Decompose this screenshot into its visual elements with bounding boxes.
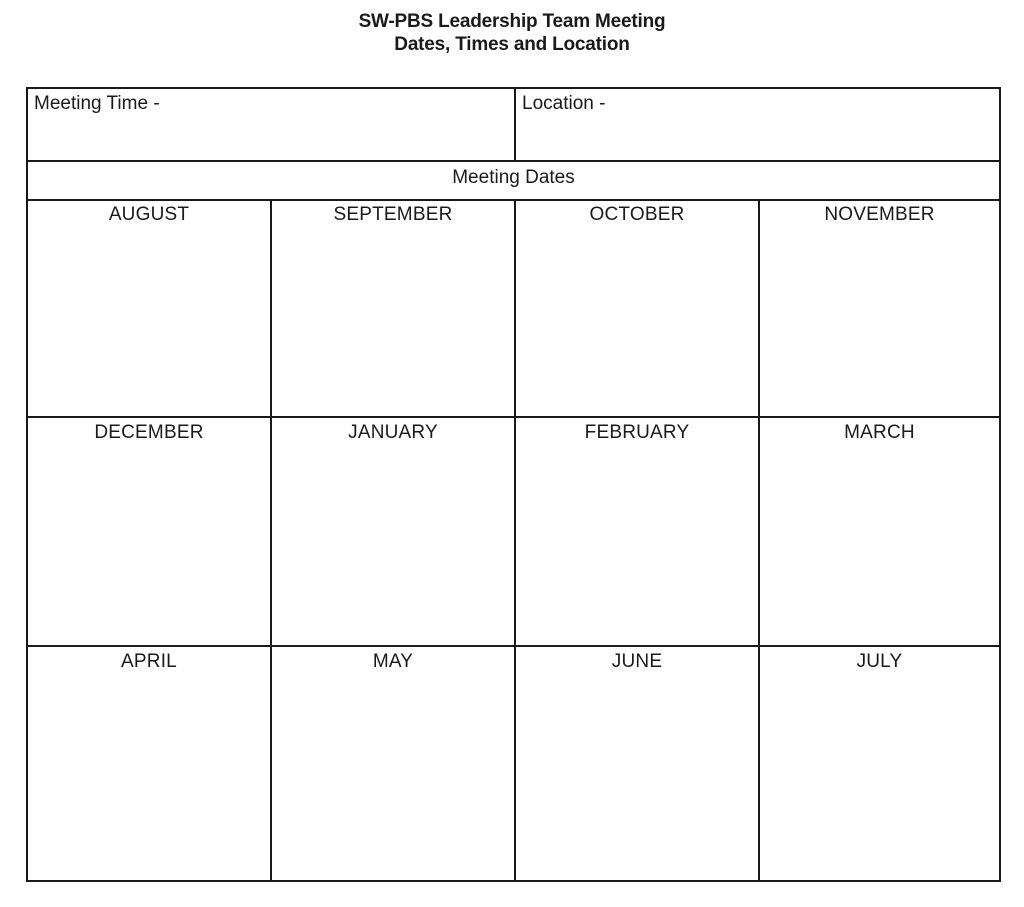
month-cell-november[interactable]: NOVEMBER	[824, 204, 935, 225]
column-divider	[758, 199, 760, 880]
meeting-dates-table	[26, 87, 1001, 882]
month-cell-october[interactable]: OCTOBER	[589, 204, 685, 225]
column-divider	[514, 89, 516, 162]
meeting-dates-header: Meeting Dates	[452, 167, 575, 188]
month-cell-february[interactable]: FEBRUARY	[584, 422, 690, 443]
month-cell-march[interactable]: MARCH	[844, 422, 915, 443]
month-cell-december[interactable]: DECEMBER	[94, 422, 204, 443]
month-cell-september[interactable]: SEPTEMBER	[333, 204, 453, 225]
month-cell-july[interactable]: JULY	[856, 651, 903, 672]
month-cell-june[interactable]: JUNE	[611, 651, 663, 672]
column-divider	[270, 199, 272, 880]
column-divider	[514, 199, 516, 880]
page-title: SW-PBS Leadership Team Meeting	[358, 11, 666, 32]
page-subtitle: Dates, Times and Location	[394, 34, 630, 55]
meeting-time-field[interactable]: Meeting Time -	[34, 93, 160, 114]
month-cell-may[interactable]: MAY	[372, 651, 414, 672]
location-field[interactable]: Location -	[522, 93, 606, 114]
month-cell-august[interactable]: AUGUST	[108, 204, 190, 225]
month-cell-april[interactable]: APRIL	[121, 651, 177, 672]
month-cell-january[interactable]: JANUARY	[348, 422, 438, 443]
